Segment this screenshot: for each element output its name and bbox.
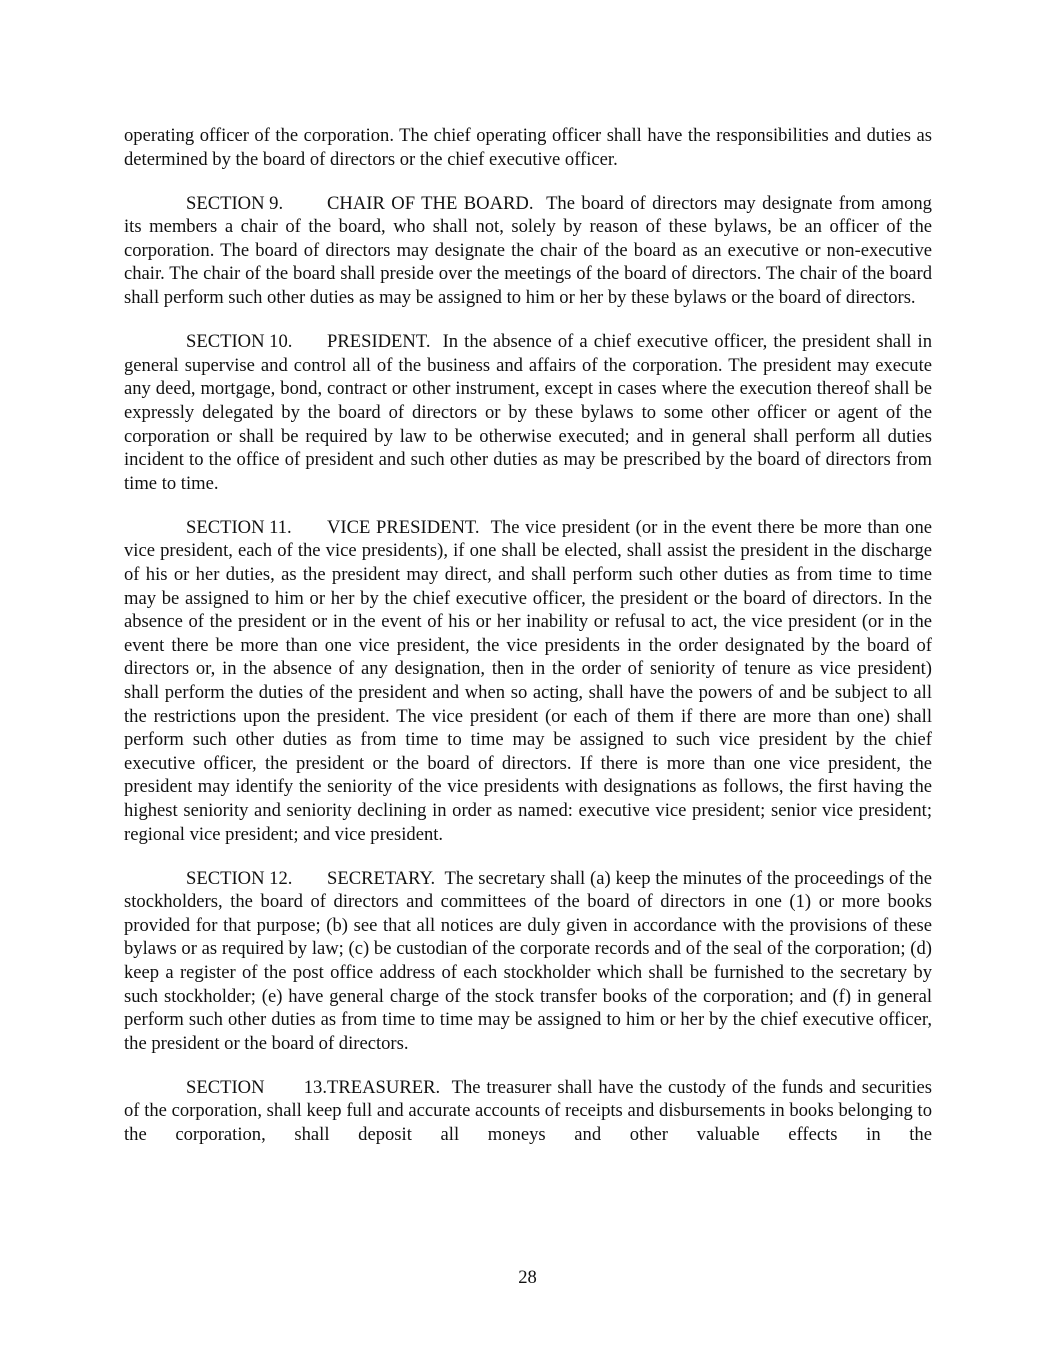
section-11-text: The vice president (or in the event there be more than one vice president, each of the vice presidents), if one shall be elected, shall assist the president in the discharge of his or her duties, as the president may direct, and shall perform such other duties as from time to time may be assigned to him or her by the chief executive officer, the president or the board of directors. In the absence of the president or in the event of his or her inability or refusal to act, the vice president (or in the event there be more than one vice president, the vice presidents in the order designated by the board of directors or, in the absence of any designation, then in the order of seniority of tenure as vice president) shall perform the duties of the president and when so acting, shall have the powers of and be subject to all the restrictions upon the president. The vice president (or each of them if there are more than one) shall perform such other duties as from time to time may be assigned to such vice president by the chief executive officer, the president or the board of directors. If there is more than one vice president, the president may identify the seniority of the vice presidents with designations as follows, the first having the highest seniority and seniority declining in order as named: executive vice president; senior vice president; regional vice president; and vice president. [124,516,932,845]
section-12-text: The secretary shall (a) keep the minutes of the proceedings of the stockholders, the board of directors and committees of the board of directors in one (1) or more books provided for that purpose; (b) see that all notices are duly given in accordance with the provisions of these bylaws or as required by law; (c) be custodian of the corporate records and of the seal of the corporation; (d) keep a register of the post office address of each stockholder which shall be furnished to the secretary by such stockholder; (e) have general charge of the stock transfer books of the corporation; and (f) in general perform such other duties as from time to time may be assigned to him or her by the chief executive officer, the president or the board of directors. [124,867,933,1054]
section-10-title: PRESIDENT. [327,331,431,353]
section-10-paragraph [124,330,932,495]
section-9-paragraph [124,192,932,310]
section-10-text: In the absence of a chief executive officer, the president shall in general supervise and control all of the business and affairs of the corporation. The president may execute any deed, mortgage, bond, contract or other instrument, except in cases where the execution thereof shall be expressly delegated by the board of directors or by these bylaws to some other officer or agent of the corporation or shall be required by law to be otherwise executed; and in general shall perform all duties incident to the office of president and such other duties as may be prescribed by the board of directors from time to time. [124,331,932,494]
section-12-number: SECTION 12. [186,867,293,889]
section-9-number: SECTION 9. [186,192,284,214]
section-11-title: VICE PRESIDENT. [327,516,480,538]
page-number: 28 [518,1267,537,1288]
section-12-title: SECRETARY. [327,867,436,889]
continuation-text: operating officer of the corporation. The chief operating officer shall have the responsibilities and duties as determined by the board of directors or the chief executive officer. [124,125,932,170]
section-13-number: SECTION 13. [186,1076,327,1098]
section-13-paragraph [124,1076,932,1147]
document-body [124,124,932,1167]
section-13-title: TREASURER. [327,1076,441,1098]
section-13-text: The treasurer shall have the custody of the funds and securities of the corporation, shall keep full and accurate accounts of receipts and disbursements in books belonging to the corporation, shall deposit all moneys and other valuable effects in the [124,1076,932,1146]
section-11-number: SECTION 11. [186,516,292,538]
continuation-paragraph [124,124,932,171]
section-9-title: CHAIR OF THE BOARD. [327,192,534,214]
section-10-number: SECTION 10. [186,331,293,353]
section-12-paragraph [124,867,932,1056]
section-9-text: The board of directors may designate from among its members a chair of the board, who shall not, solely by reason of these bylaws, be an officer of the corporation. The board of directors may designate the chair of the board as an executive or non-executive chair. The chair of the board shall preside over the meetings of the board of directors. The chair of the board shall perform such other duties as may be assigned to him or her by these bylaws or the board of directors. [124,192,932,309]
section-11-paragraph [124,516,932,846]
